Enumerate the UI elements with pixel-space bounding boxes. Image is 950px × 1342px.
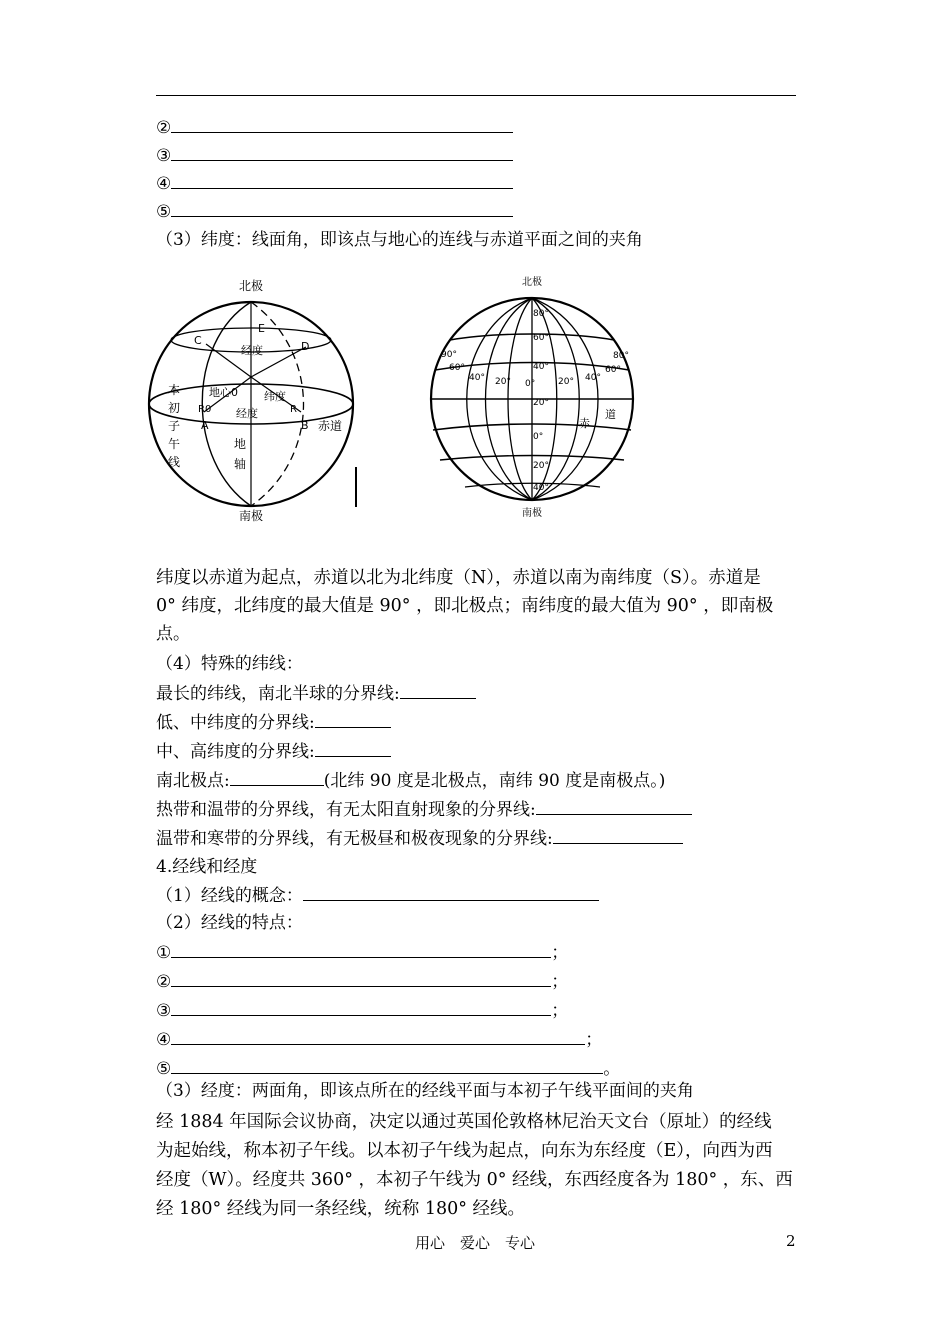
special-parallel-item: 热带和温带的分界线，有无太阳直射现象的分界线: bbox=[156, 796, 692, 823]
paragraph-line: 为起始线，称本初子午线。以本初子午线为起点，向东为东经度（E），向西为西 bbox=[156, 1141, 773, 1161]
prime-meridian-char: 初 bbox=[168, 401, 181, 415]
r0-label: R0 bbox=[198, 404, 212, 415]
lon-label: 60° bbox=[605, 365, 621, 375]
paragraph-line: 经 180° 经线为同一条经线，统称 180° 经线。 bbox=[156, 1199, 526, 1219]
prime-meridian-char: 午 bbox=[168, 437, 181, 451]
meridian-concept: （1）经线的概念： bbox=[156, 882, 599, 909]
longitude-mid-label: 经度 bbox=[236, 407, 258, 420]
footer-text: 用心 爱心 专心 bbox=[414, 1234, 535, 1252]
special-parallel-item: 南北极点: (北纬 90 度是北极点，南纬 90 度是南极点。) bbox=[156, 767, 665, 794]
south-pole-label: 南极 bbox=[238, 509, 264, 522]
lon-label: 90° bbox=[441, 350, 457, 360]
list-item: ③ bbox=[156, 142, 513, 169]
north-pole-label: 北极 bbox=[522, 277, 542, 288]
meridian-features-heading: （2）经线的特点： bbox=[156, 913, 303, 933]
list-item: ① ； bbox=[156, 939, 568, 966]
south-pole-label: 南极 bbox=[522, 508, 542, 519]
lat-label: 0° bbox=[533, 432, 544, 442]
list-item: ⑤ 。 bbox=[156, 1055, 620, 1082]
lat-label: 60° bbox=[533, 333, 549, 343]
list-item: ③ ； bbox=[156, 997, 568, 1024]
page-number: 2 bbox=[786, 1232, 796, 1250]
lat-label: 40° bbox=[533, 362, 549, 372]
header-rule bbox=[156, 95, 796, 96]
special-parallel-item: 低、中纬度的分界线: bbox=[156, 709, 391, 736]
list-item: ② bbox=[156, 114, 513, 141]
prime-meridian-char: 本 bbox=[168, 383, 181, 397]
lat-label: 20° bbox=[533, 461, 549, 471]
longitude-heading: （3）经度：两面角，即该点所在的经线平面与本初子午线平面间的夹角 bbox=[156, 1081, 694, 1101]
rb-label: R bbox=[290, 404, 297, 415]
earth-center-label: 地心0 bbox=[209, 386, 238, 399]
earth-axis-char: 轴 bbox=[234, 457, 247, 471]
lon-label: 20° bbox=[558, 377, 574, 387]
section-heading: 4.经线和经度 bbox=[156, 857, 258, 877]
point-d-label: D bbox=[301, 340, 310, 353]
north-pole-label: 北极 bbox=[238, 279, 264, 293]
earth-axis-char: 地 bbox=[234, 437, 247, 451]
latitude-diagram bbox=[146, 272, 371, 522]
prime-meridian-char: 线 bbox=[168, 455, 181, 469]
list-item: ② ； bbox=[156, 968, 568, 995]
point-c-label: C bbox=[194, 334, 202, 347]
equator-label: 赤道 bbox=[318, 419, 343, 433]
point-b-label: B bbox=[301, 419, 309, 432]
lat-label: 40° bbox=[533, 483, 549, 493]
longitude-top-label: 经度 bbox=[241, 344, 263, 357]
lon-label: 0° bbox=[525, 379, 536, 389]
graticule-globe-diagram bbox=[425, 272, 640, 522]
latitude-angle-label: 纬度 bbox=[264, 390, 286, 403]
lon-label: 40° bbox=[585, 373, 601, 383]
point-e-label: E bbox=[258, 322, 265, 335]
special-parallel-item: 温带和寒带的分界线，有无极昼和极夜现象的分界线: bbox=[156, 825, 683, 852]
paragraph-line: 点。 bbox=[156, 624, 190, 644]
equator-char: 道 bbox=[605, 408, 616, 421]
special-parallels-heading: （4）特殊的纬线： bbox=[156, 654, 303, 674]
lat-label: 80° bbox=[533, 309, 549, 319]
paragraph-line: 0° 纬度，北纬度的最大值是 90° ，即北极点；南纬度的最大值为 90° ，即南极 bbox=[156, 596, 774, 616]
special-parallel-item: 中、高纬度的分界线: bbox=[156, 738, 391, 765]
list-item: ④ ； bbox=[156, 1026, 602, 1053]
special-parallel-item: 最长的纬线，南北半球的分界线: bbox=[156, 680, 476, 707]
lon-label: 40° bbox=[469, 373, 485, 383]
point-a-label: A bbox=[201, 419, 209, 432]
paragraph-line: 经 1884 年国际会议协商，决定以通过英国伦敦格林尼治天文台（原址）的经线 bbox=[156, 1112, 772, 1132]
lon-label: 60° bbox=[449, 363, 465, 373]
lon-label: 80° bbox=[613, 351, 629, 361]
paragraph-line: 纬度以赤道为起点，赤道以北为北纬度（N），赤道以南为南纬度（S）。赤道是 bbox=[156, 568, 761, 588]
paragraph-line: 经度（W）。经度共 360° ，本初子午线为 0° 经线，东西经度各为 180° ，东、西 bbox=[156, 1170, 793, 1190]
prime-meridian-char: 子 bbox=[168, 419, 181, 433]
equator-char: 赤 bbox=[579, 417, 590, 430]
lon-label: 20° bbox=[495, 377, 511, 387]
list-item: ④ bbox=[156, 170, 513, 197]
lat-label: 20° bbox=[533, 398, 549, 408]
list-item: ⑤ bbox=[156, 198, 513, 225]
latitude-heading: （3）纬度：线面角，即该点与地心的连线与赤道平面之间的夹角 bbox=[156, 230, 643, 250]
